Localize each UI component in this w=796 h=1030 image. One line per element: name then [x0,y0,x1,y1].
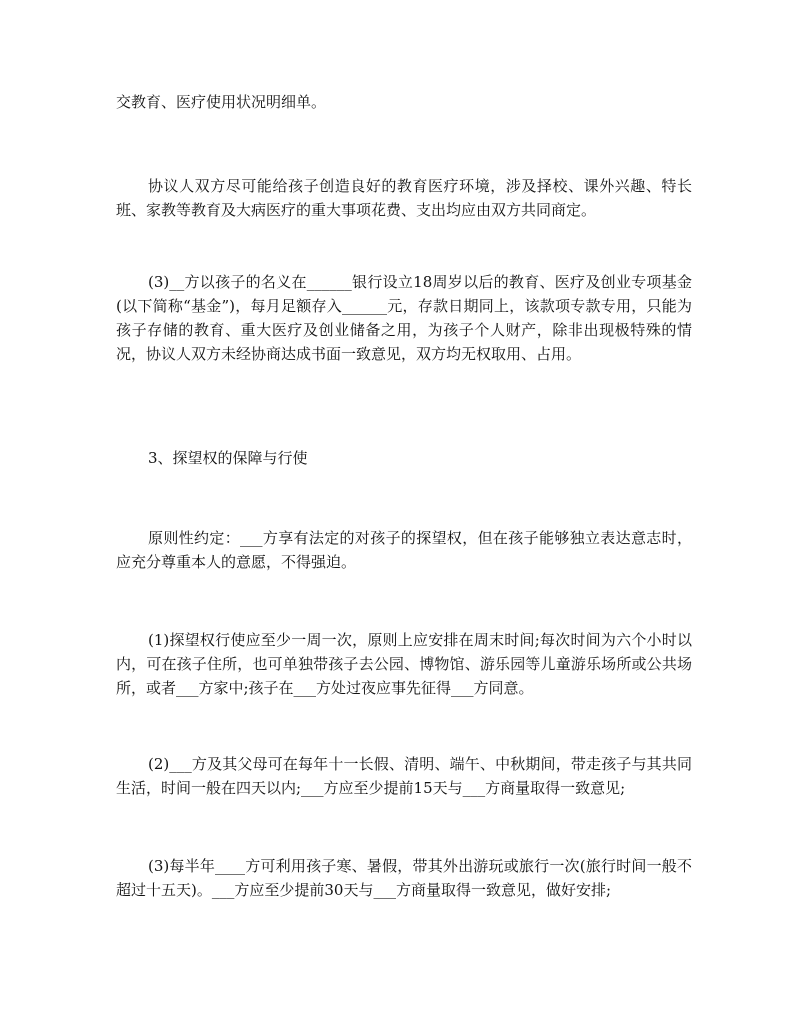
paragraph-education-medical-decisions: 协议人双方尽可能给孩子创造良好的教育医疗环境，涉及择校、课外兴趣、特长班、家教等教育及大病医疗的重大事项花费、支出均应由双方共同商定。 [116,177,692,219]
paragraph-visitation-weekly: (1)探望权行使应至少一周一次，原则上应安排在周末时间;每次时间为六个小时以内，可在孩子住所，也可单独带孩子去公园、博物馆、游乐园等儿童游乐场所或公共场所，或者___方家中;孩子在___方处过夜应事先征得___方同意。 [116,631,692,697]
paragraph-education-medical-list: 交教育、医疗使用状况明细单。 [116,93,327,111]
paragraph-visitation-vacations: (3)每半年____方可利用孩子寒、暑假，带其外出游玩或旅行一次(旅行时间一般不超过十五天)。___方应至少提前30天与___方商量取得一致意见，做好安排; [116,857,692,899]
paragraph-special-fund: (3)__方以孩子的名义在______银行设立18周岁以后的教育、医疗及创业专项基金(以下简称“基金”)，每月足额存入______元，存款日期同上，该款项专款专用，只能为孩子存储的教育、重大医疗及创业储备之用，为孩子个人财产，除非出现极特殊的情况，协议人双方未经协商达成书面一致意见，双方均无权取用、占用。 [116,273,692,363]
section-heading-visitation: 3、探望权的保障与行使 [148,449,308,467]
paragraph-visitation-holidays: (2)___方及其父母可在每年十一长假、清明、端午、中秋期间，带走孩子与其共同生活，时间一般在四天以内;___方应至少提前15天与___方商量取得一致意见; [116,755,692,797]
paragraph-visitation-principle: 原则性约定：___方享有法定的对孩子的探望权，但在孩子能够独立表达意志时，应充分尊重本人的意愿，不得强迫。 [116,529,692,571]
